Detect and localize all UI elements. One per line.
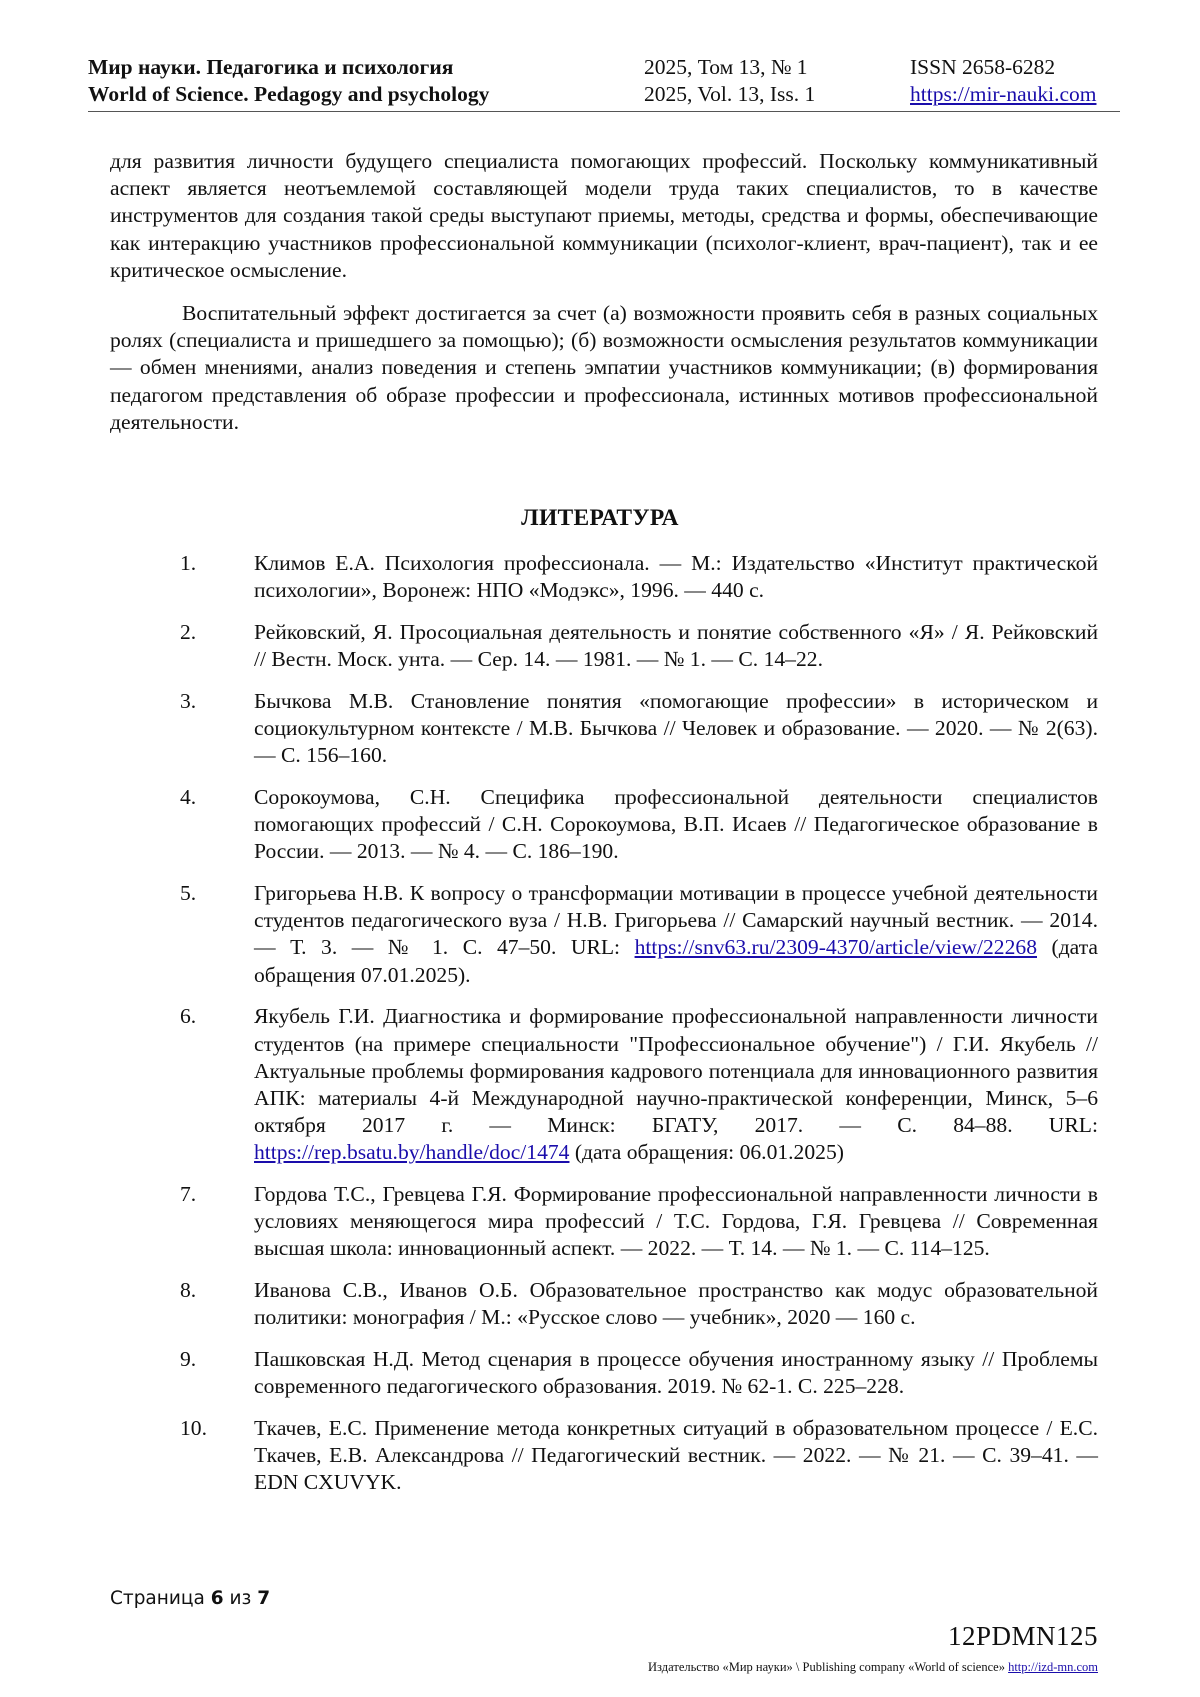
journal-title [88, 54, 489, 108]
reference-item [180, 784, 1098, 866]
reference-number: 5. [180, 881, 197, 906]
reference-text: Гордова Т.С., Гревцева Г.Я. Формирование профессиональной направленности личности в условиях меняющегося мира профессий / Т.С. Гордова, Г.Я. Гревцева // Современная высшая школа: инновационный аспект. — 2022. — Т. 14. — № 1. — С. 114–125. [254, 1182, 1098, 1261]
journal-title-en: World of Science. Pedagogy and psychology [88, 82, 490, 106]
reference-text: Рейковский, Я. Просоциальная деятельность и понятие собственного «Я» / Я. Рейковский // Вестн. Моск. унта. — Сер. 14. — 1981. — № 1. — С. 14–22. [254, 619, 1098, 672]
reference-item [180, 880, 1098, 989]
reference-item [180, 688, 1098, 770]
reference-url-link[interactable]: https://rep.bsatu.by/handle/doc/1474 [254, 1140, 570, 1165]
reference-item [180, 1415, 1098, 1497]
reference-number: 2. [180, 619, 197, 644]
reference-text: Климов Е.А. Психология профессионала. — М.: Издательство «Институт практической психологии», Воронеж: НПО «Модэкс», 1996. — 440 с. [254, 551, 1098, 603]
reference-text: Бычкова М.В. Становление понятия «помогающие профессии» в историческом и социокультурном контексте / М.В. Бычкова // Человек и образование. — 2020. — № 2(63). — С. 156–160. [254, 688, 1098, 768]
journal-title-ru: Мир науки. Педагогика и психология [88, 55, 454, 79]
issue-en: 2025, Vol. 13, Iss. 1 [644, 82, 816, 106]
reference-number: 6. [180, 1004, 197, 1029]
article-body [110, 148, 1098, 452]
page-current: 6 [210, 1588, 224, 1609]
reference-item [180, 619, 1098, 673]
header-divider [88, 111, 1120, 112]
page-total: 7 [257, 1588, 271, 1609]
body-paragraph: Воспитательный эффект достигается за счет (а) возможности проявить себя в разных социальных ролях (специалиста и пришедшего за помощью); (б) возможности осмысления результатов коммуникации — обмен мнениями, анализ поведения и степень эмпатии участников коммуникации; (в) формирования педагогом представления об образе профессии и профессионала, истинных мотивов профессиональной деятельности. [110, 301, 1098, 434]
reference-number: 9. [180, 1347, 197, 1372]
reference-item [180, 1181, 1098, 1263]
journal-ids [910, 54, 1096, 108]
reference-text: Сорокоумова, С.Н. Специфика профессиональной деятельности специалистов помогающих профессий / С.Н. Сорокоумова, В.П. Исаев // Педагогическое образование в России. — 2013. — № 4. — С. 186–190. [254, 784, 1098, 864]
page-header [88, 54, 1120, 114]
reference-access-date: (дата обращения 07.01.2025). [254, 935, 1098, 987]
page-sep: из [229, 1588, 252, 1609]
reference-item [180, 1277, 1098, 1331]
reference-number: 10. [180, 1415, 207, 1440]
reference-text: Григорьева Н.В. К вопросу о трансформации мотивации в процессе учебной деятельности студентов педагогического вуза / Н.В. Григорьева // Самарский научный вестник. — 2014. — Т. 3. — № 1. С. 47–50. URL: [254, 881, 1098, 960]
publisher-link[interactable]: http://izd-mn.com [1008, 1660, 1098, 1674]
issue-info [644, 54, 815, 108]
issue-ru: 2025, Том 13, № 1 [644, 55, 808, 79]
journal-site-link[interactable]: https://mir-nauki.com [910, 82, 1097, 106]
reference-number: 4. [180, 784, 197, 809]
reference-number: 3. [180, 688, 197, 713]
reference-item [180, 550, 1098, 604]
reference-text: Иванова С.В., Иванов О.Б. Образовательное пространство как модус образовательной политики: монография / М.: «Русское слово — учебник», 2020 — 160 с. [254, 1278, 1098, 1330]
publisher-line [648, 1660, 1098, 1675]
article-code: 12PDMN125 [947, 1621, 1098, 1651]
reference-text: Пашковская Н.Д. Метод сценария в процессе обучения иностранному языку // Проблемы современного педагогического образования. 2019. № 62-1. С. 225–228. [254, 1347, 1098, 1399]
reference-text: Ткачев, Е.С. Применение метода конкретных ситуаций в образовательном процессе / Е.С. Ткачев, Е.В. Александрова // Педагогический вестник. — 2022. — № 21. — С. 39–41. — EDN CXUVYK. [254, 1415, 1098, 1495]
reference-number: 7. [180, 1182, 197, 1207]
body-paragraph: для развития личности будущего специалиста помогающих профессий. Поскольку коммуникативный аспект является неотъемлемой составляющей модели труда таких специалистов, то в качестве инструментов для создания такой среды выступают приемы, методы, средства и формы, обеспечивающие как интеракцию участников профессиональной коммуникации (психолог-клиент, врач-пациент), так и ее критическое осмысление. [110, 149, 1098, 282]
issn: ISSN 2658-6282 [910, 55, 1056, 79]
publisher-text: Издательство «Мир науки» \ Publishing company «World of science» [648, 1660, 1009, 1674]
reference-item [180, 1346, 1098, 1400]
reference-url-link[interactable]: https://snv63.ru/2309-4370/article/view/22268 [634, 935, 1037, 960]
page-prefix: Страница [110, 1588, 205, 1609]
reference-number: 1. [180, 551, 197, 575]
reference-item [180, 1003, 1098, 1166]
reference-number: 8. [180, 1278, 197, 1303]
page-number [110, 1588, 270, 1609]
literature-heading: ЛИТЕРАТУРА [521, 505, 679, 531]
reference-access-date: (дата обращения: 06.01.2025) [569, 1140, 844, 1165]
reference-text: Якубель Г.И. Диагностика и формирование профессиональной направленности личности студентов (на примере специальности "Профессиональное обучение") / Г.И. Якубель // Актуальные проблемы формирования кадрового потенциала для инновационного развития АПК: материалы 4-й Международной научно-практической конференции, Минск, 5–6 октября 2017 г. — Минск: БГАТУ, 2017. — С. 84–88. URL: [254, 1004, 1098, 1138]
reference-list [180, 550, 1098, 1511]
